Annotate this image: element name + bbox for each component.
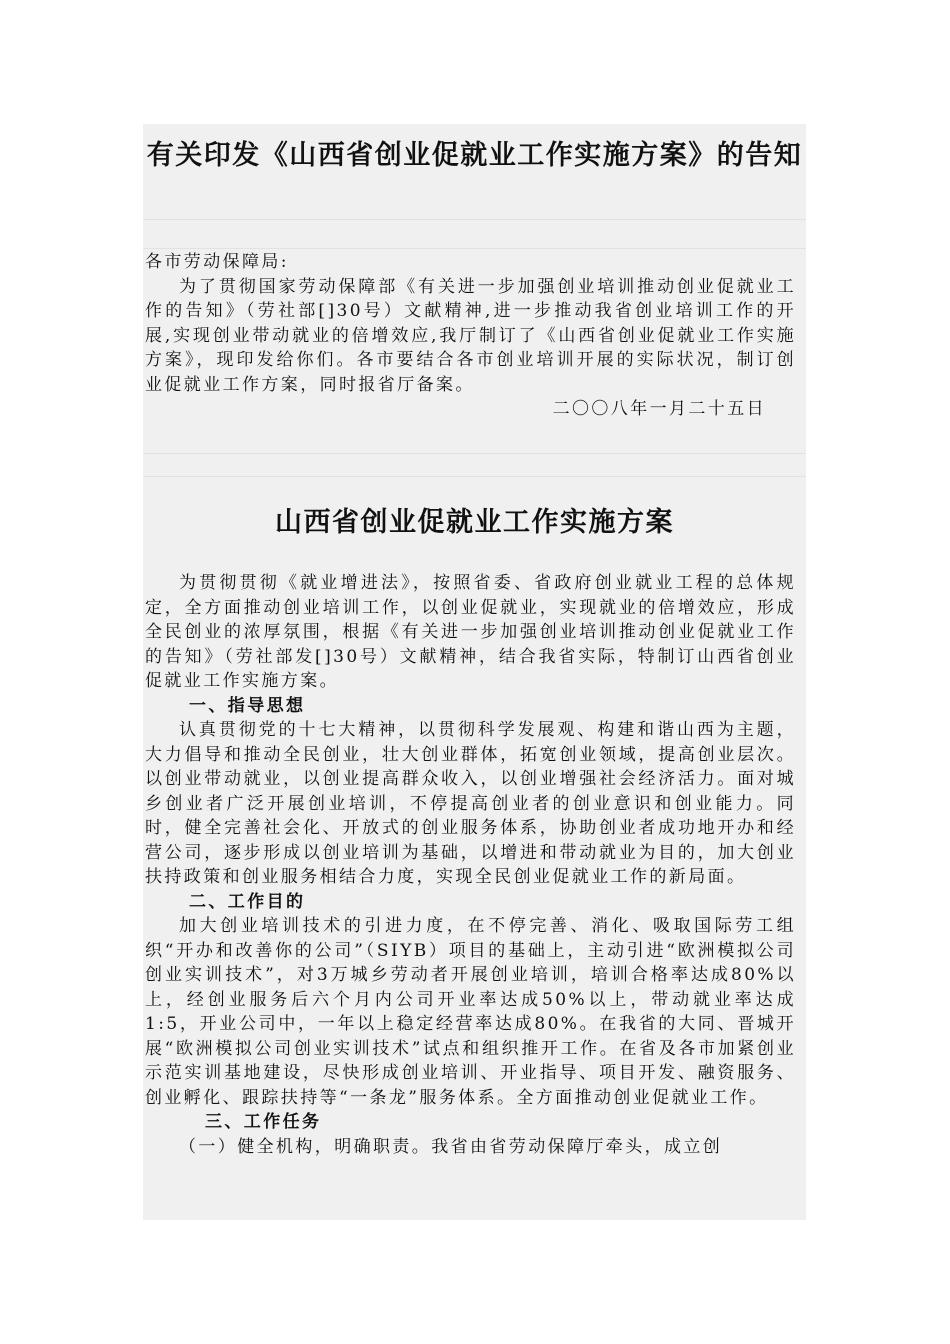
- plan-title: 山西省创业促就业工作实施方案: [275, 507, 674, 538]
- notice-body-block: [145, 250, 796, 422]
- divider: [143, 248, 806, 249]
- document-page: [143, 124, 806, 1220]
- notice-salutation: 各市劳动保障局:: [145, 252, 289, 272]
- divider: [143, 219, 806, 220]
- section-body-3: （一）健全机构，明确职责。我省由省劳动保障厅牵头，成立创: [179, 1136, 723, 1157]
- plan-body-block: [145, 571, 796, 1159]
- section-heading-2: 二、工作目的: [189, 891, 306, 912]
- section-heading-1: 一、指导思想: [189, 695, 306, 716]
- divider: [143, 453, 806, 454]
- notice-date: 二〇〇八年一月二十五日: [552, 399, 766, 419]
- notice-body: 为了贯彻国家劳动保障部《有关进一步加强创业培训推动创业促就业工作的告知》（劳社部[]30号）文献精神,进一步推动我省创业培训工作的开展,实现创业带动就业的倍增效应,我厅制订了《山西省创业促就业工作实施方案》，现印发给你们。各市要结合各市创业培训开展的实际状况，制订创业促就业工作方案，同时报省厅备案。: [145, 276, 796, 395]
- section-body-2: 加大创业培训技术的引进力度，在不停完善、消化、吸取国际劳工组织“开办和改善你的公司”（SIYB）项目的基础上，主动引进“欧洲模拟公司创业实训技术”，对3万城乡劳动者开展创业培训，培训合格率达成80%以上，经创业服务后六个月内公司开业率达成50%以上，带动就业率达成1:5，开业公司中，一年以上稳定经营率达成80%。在我省的大同、晋城开展“欧洲模拟公司创业实训技术”试点和组织推开工作。在省及各市加紧创业示范实训基地建设，尽快形成创业培训、开业指导、项目开发、融资服务、创业孵化、跟踪扶持等“一条龙”服务体系。全方面推动创业促就业工作。: [145, 916, 796, 1108]
- section-body-1: 认真贯彻党的十七大精神，以贯彻科学发展观、构建和谐山西为主题，大力倡导和推动全民创业，壮大创业群体，拓宽创业领域，提高创业层次。以创业带动就业，以创业提高群众收入，以创业增强社会经济活力。面对城乡创业者广泛开展创业培训，不停提高创业者的创业意识和创业能力。同时，健全完善社会化、开放式的创业服务体系，协助创业者成功地开办和经营公司，逐步形成以创业培训为基础，以增进和带动就业为目的，加大创业扶持政策和创业服务相结合力度，实现全民创业促就业工作的新局面。: [145, 720, 796, 887]
- plan-intro: 为贯彻贯彻《就业增进法》，按照省委、省政府创业就业工程的总体规定，全方面推动创业培训工作，以创业促就业，实现就业的倍增效应，形成全民创业的浓厚氛围，根据《有关进一步加强创业培训推动创业促就业工作的告知》（劳社部发[]30号）文献精神，结合我省实际，特制订山西省创业促就业工作实施方案。: [145, 573, 796, 691]
- notice-title: 有关印发《山西省创业促就业工作实施方案》的告知: [146, 140, 803, 171]
- divider: [143, 476, 806, 477]
- section-heading-3: 三、工作任务: [205, 1112, 322, 1132]
